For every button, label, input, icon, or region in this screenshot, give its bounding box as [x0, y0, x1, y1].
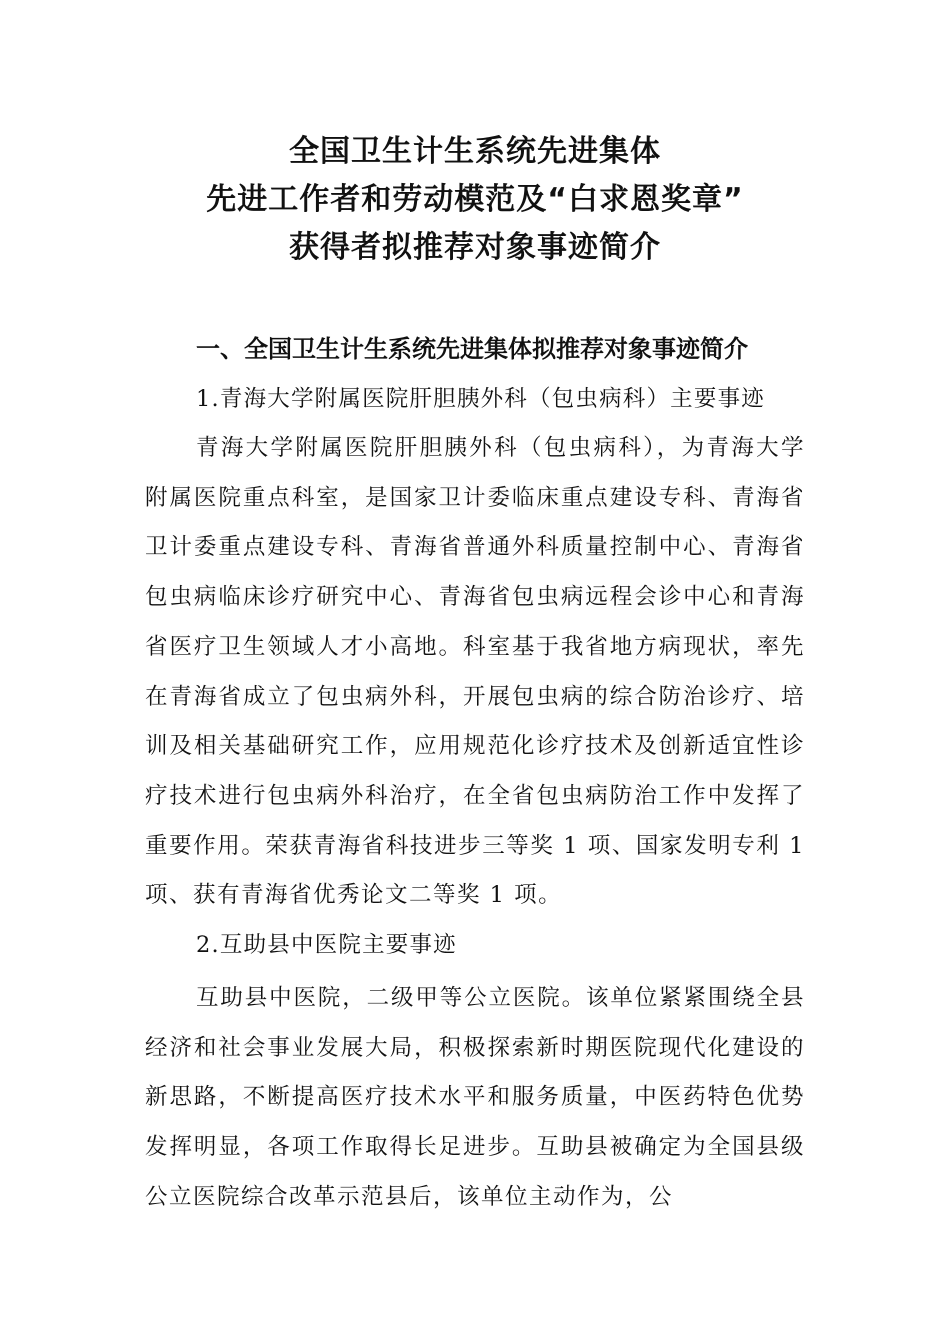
- title-line-2: 先进工作者和劳动模范及“白求恩奖章”: [206, 182, 744, 217]
- title-line-3: 获得者拟推荐对象事迹简介: [289, 230, 661, 265]
- item-2-heading: 2.互助县中医院主要事迹: [196, 932, 457, 958]
- item-2-paragraph: 互助县中医院，二级甲等公立医院。该单位紧紧围绕全县经济和社会事业发展大局，积极探索新时期医院现代化建设的新思路，不断提高医疗技术水平和服务质量，中医药特色优势发挥明显，各项工作取得长足进步。互助县被确定为全国县级公立医院综合改革示范县后，该单位主动作为，公: [145, 985, 805, 1210]
- item-1-paragraph: 青海大学附属医院肝胆胰外科（包虫病科），为青海大学附属医院重点科室，是国家卫计委临床重点建设专科、青海省卫计委重点建设专科、青海省普通外科质量控制中心、青海省包虫病临床诊疗研究中心、青海省包虫病远程会诊中心和青海省医疗卫生领域人才小高地。科室基于我省地方病现状，率先在青海省成立了包虫病外科，开展包虫病的综合防治诊疗、培训及相关基础研究工作，应用规范化诊疗技术及创新适宜性诊疗技术进行包虫病外科治疗，在全省包虫病防治工作中发挥了重要作用。荣获青海省科技进步三等奖 1 项、国家发明专利 1 项、获有青海省优秀论文二等奖 1 项。: [145, 435, 805, 909]
- title-line-1: 全国卫生计生系统先进集体: [289, 134, 661, 169]
- section-heading: 一、全国卫生计生系统先进集体拟推荐对象事迹简介: [196, 335, 748, 363]
- item-1-heading: 1.青海大学附属医院肝胆胰外科（包虫病科）主要事迹: [196, 386, 765, 412]
- document-title: [0, 128, 950, 272]
